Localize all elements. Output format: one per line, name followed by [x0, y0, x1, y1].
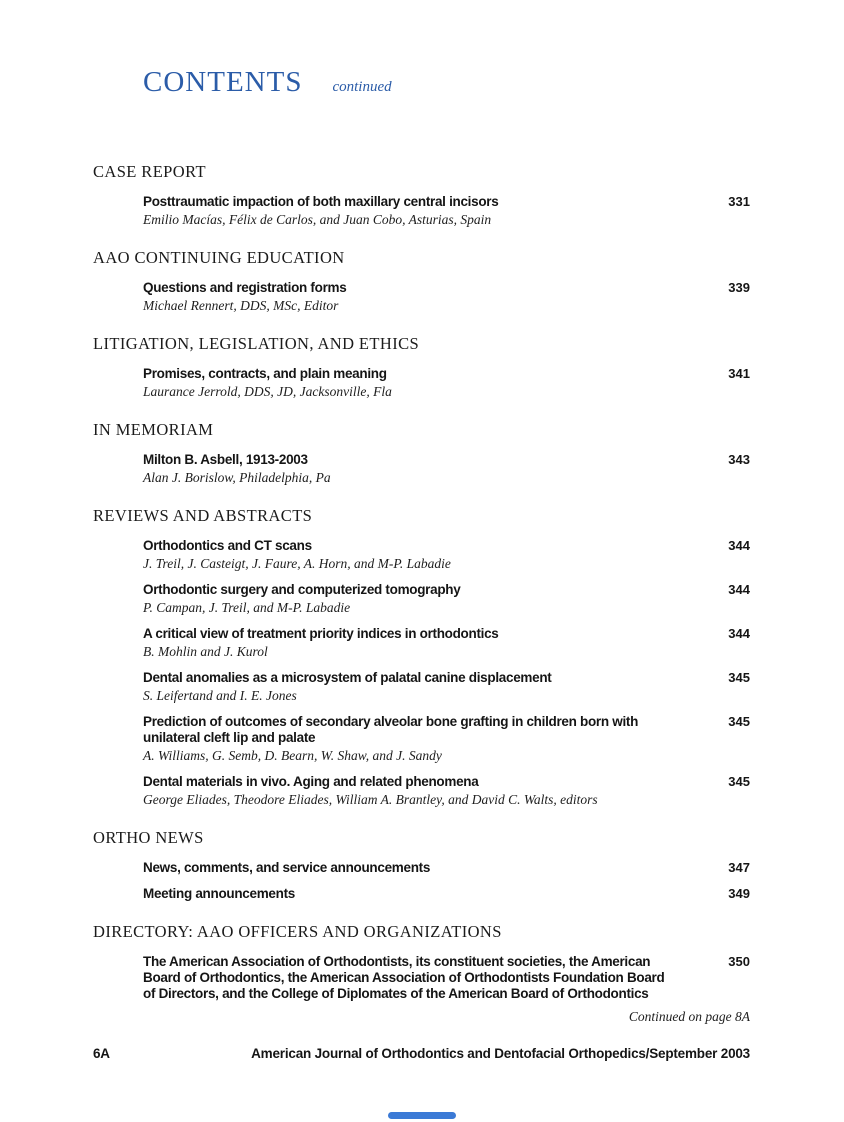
- toc-entry: [143, 670, 750, 704]
- entry-row: [143, 194, 750, 210]
- section-heading: REVIEWS AND ABSTRACTS: [93, 506, 313, 525]
- entry-authors: S. Leifertand and I. E. Jones: [143, 688, 297, 703]
- entry-title: Promises, contracts, and plain meaning: [143, 366, 387, 381]
- toc-section: [93, 420, 750, 486]
- section-heading: AAO CONTINUING EDUCATION: [93, 248, 345, 267]
- entry-page-number: 350: [728, 954, 750, 969]
- entry-authors: P. Campan, J. Treil, and M-P. Labadie: [143, 600, 351, 615]
- toc-entry: [143, 886, 750, 902]
- toc-section: [93, 922, 750, 1002]
- entry-title: Dental materials in vivo. Aging and related phenomena: [143, 774, 479, 789]
- entry-page-number: 347: [728, 860, 750, 875]
- section-heading: CASE REPORT: [93, 162, 206, 181]
- entry-title: Prediction of outcomes of secondary alveolar bone grafting in children born with unilateral cleft lip and palate: [143, 714, 639, 745]
- entry-row: [143, 954, 750, 1002]
- toc-entry: [143, 280, 750, 314]
- footer-page-number: 6A: [93, 1046, 110, 1061]
- entry-authors: A. Williams, G. Semb, D. Bearn, W. Shaw, and J. Sandy: [143, 748, 442, 763]
- toc-section: [93, 248, 750, 314]
- entry-page-number: 331: [728, 194, 750, 209]
- entry-title: A critical view of treatment priority indices in orthodontics: [143, 626, 499, 641]
- section-entries: [143, 452, 750, 486]
- entry-row: [143, 626, 750, 642]
- entry-page-number: 339: [728, 280, 750, 295]
- toc-entry: [143, 582, 750, 616]
- entry-authors: Emilio Macías, Félix de Carlos, and Juan Cobo, Asturias, Spain: [143, 212, 492, 227]
- entry-page-number: 345: [728, 714, 750, 729]
- entry-row: [143, 452, 750, 468]
- toc-sections: [93, 162, 750, 1002]
- entry-authors: Michael Rennert, DDS, MSc, Editor: [143, 298, 339, 313]
- section-heading: ORTHO NEWS: [93, 828, 204, 847]
- entry-page-number: 345: [728, 670, 750, 685]
- entry-title: Dental anomalies as a microsystem of palatal canine displacement: [143, 670, 552, 685]
- toc-entry: [143, 714, 750, 764]
- entry-page-number: 343: [728, 452, 750, 467]
- continued-on-note: Continued on page 8A: [628, 1009, 750, 1024]
- entry-authors: Laurance Jerrold, DDS, JD, Jacksonville, Fla: [143, 384, 392, 399]
- page-position-indicator: [388, 1112, 456, 1119]
- entry-title: Orthodontics and CT scans: [143, 538, 312, 553]
- entry-authors: Alan J. Borislow, Philadelphia, Pa: [143, 470, 331, 485]
- entry-title: Milton B. Asbell, 1913-2003: [143, 452, 308, 467]
- page-title-continued-label: continued: [332, 79, 392, 95]
- entry-row: [143, 774, 750, 790]
- toc-entry: [143, 366, 750, 400]
- section-entries: [143, 538, 750, 808]
- toc-entry: [143, 860, 750, 876]
- section-heading: LITIGATION, LEGISLATION, AND ETHICS: [93, 334, 420, 353]
- toc-entry: [143, 452, 750, 486]
- toc-entry: [143, 626, 750, 660]
- entry-page-number: 341: [728, 366, 750, 381]
- toc-section: [93, 334, 750, 400]
- toc-entry: [143, 194, 750, 228]
- entry-row: [143, 670, 750, 686]
- section-heading: DIRECTORY: AAO OFFICERS AND ORGANIZATIONS: [93, 922, 502, 941]
- entry-page-number: 345: [728, 774, 750, 789]
- toc-section: [93, 162, 750, 228]
- entry-authors: B. Mohlin and J. Kurol: [143, 644, 268, 659]
- entry-title: News, comments, and service announcements: [143, 860, 431, 875]
- entry-title: The American Association of Orthodontists, its constituent societies, the American Board of Orthodontics, the American Association of Orthodontists Foundation Board of Directors, and the College of Diplomates of the American Board of Orthodontics: [143, 954, 665, 1001]
- toc-section: [93, 828, 750, 902]
- entry-title: Questions and registration forms: [143, 280, 347, 295]
- entry-page-number: 344: [728, 626, 750, 641]
- section-entries: [143, 366, 750, 400]
- entry-page-number: 344: [728, 538, 750, 553]
- toc-entry: [143, 774, 750, 808]
- toc-section: [93, 506, 750, 808]
- section-heading: IN MEMORIAM: [93, 420, 214, 439]
- entry-row: [143, 860, 750, 876]
- entry-row: [143, 280, 750, 296]
- toc-entry: [143, 538, 750, 572]
- entry-row: [143, 714, 750, 746]
- entry-authors: J. Treil, J. Casteigt, J. Faure, A. Horn, and M-P. Labadie: [143, 556, 451, 571]
- section-entries: [143, 860, 750, 902]
- entry-title: Meeting announcements: [143, 886, 295, 901]
- footer-journal-title: American Journal of Orthodontics and Dentofacial Orthopedics/September 2003: [251, 1046, 750, 1061]
- entry-title: Orthodontic surgery and computerized tomography: [143, 582, 461, 597]
- toc-entry: [143, 954, 750, 1002]
- entry-row: [143, 582, 750, 598]
- entry-row: [143, 366, 750, 382]
- page-title: CONTENTS: [143, 66, 303, 98]
- entry-authors: George Eliades, Theodore Eliades, William A. Brantley, and David C. Walts, editors: [143, 792, 598, 807]
- section-entries: [143, 954, 750, 1002]
- section-entries: [143, 194, 750, 228]
- entry-title: Posttraumatic impaction of both maxillary central incisors: [143, 194, 499, 209]
- page-footer: [93, 1046, 750, 1061]
- entry-page-number: 344: [728, 582, 750, 597]
- entry-row: [143, 538, 750, 554]
- entry-page-number: 349: [728, 886, 750, 901]
- entry-row: [143, 886, 750, 902]
- section-entries: [143, 280, 750, 314]
- toc-header: [143, 66, 750, 98]
